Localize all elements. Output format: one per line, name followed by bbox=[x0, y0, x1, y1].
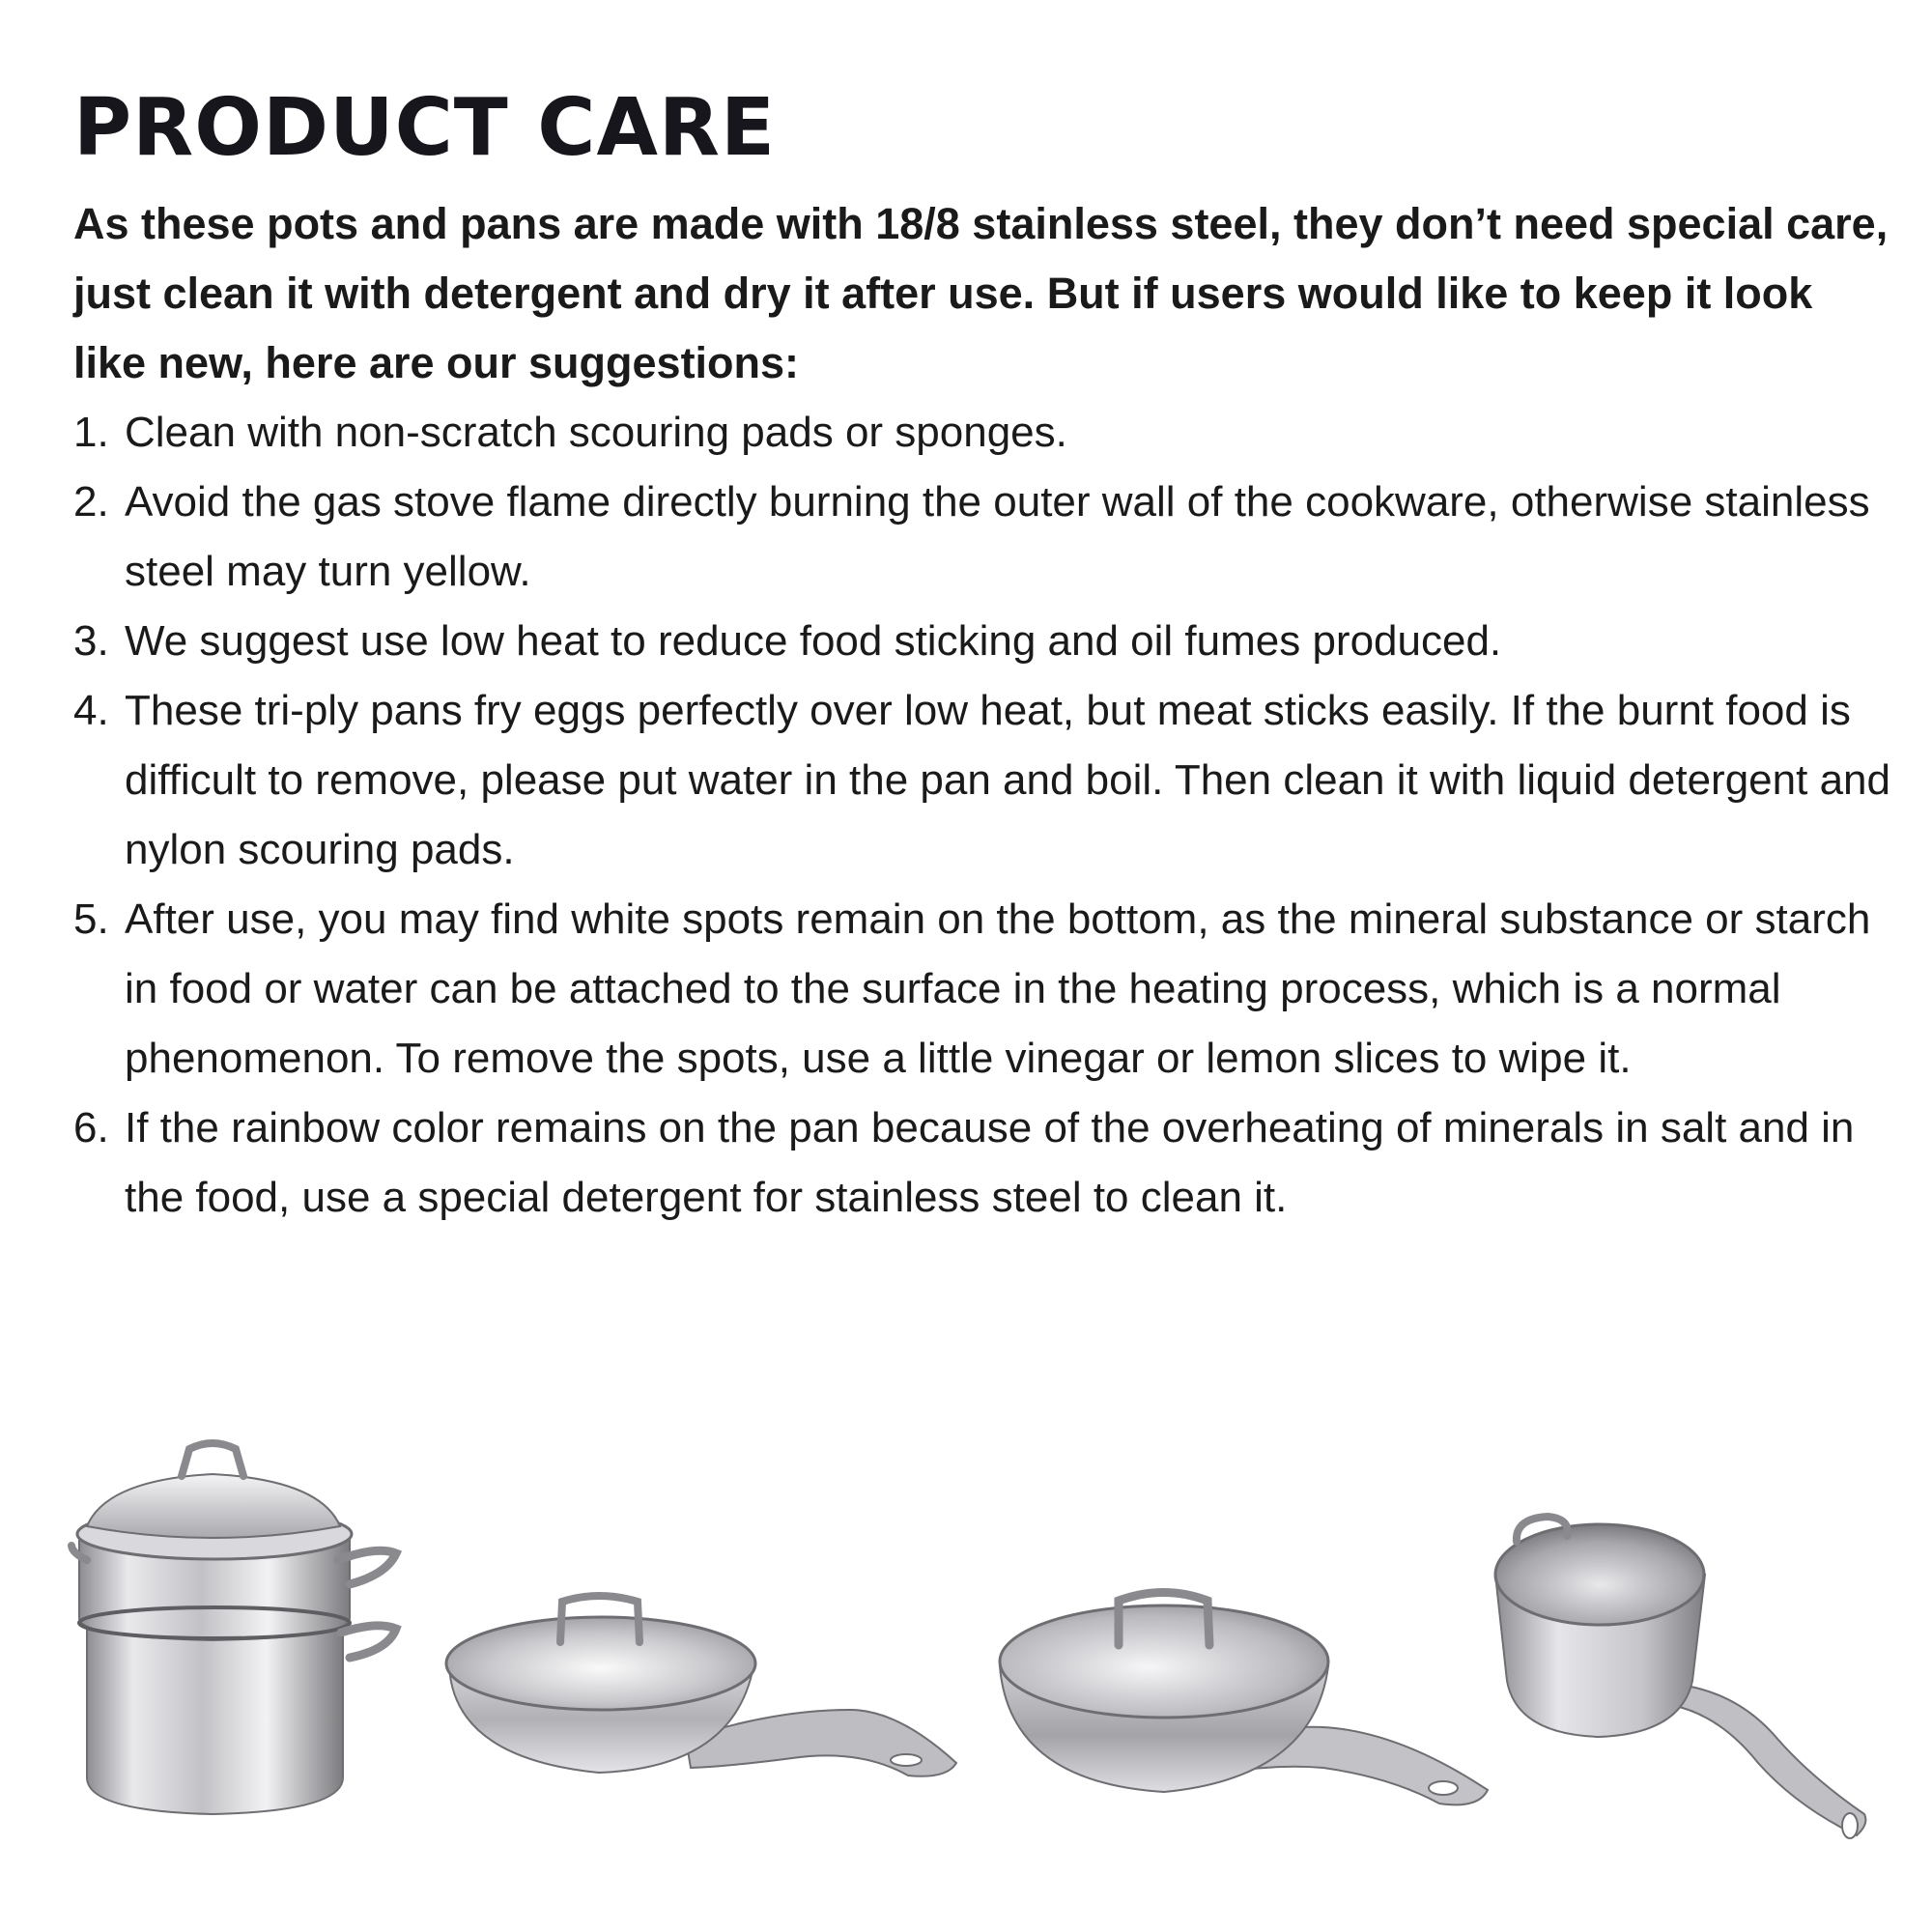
tip-item bbox=[73, 398, 1909, 468]
tip-number: 5. bbox=[73, 895, 109, 943]
tip-number: 4. bbox=[73, 687, 109, 734]
tip-text: If the rainbow color remains on the pan because of the overheating of minerals in salt and in the food, use a special detergent for stainless steel to clean it. bbox=[125, 1104, 1855, 1221]
tip-text: Clean with non-scratch scouring pads or sponges. bbox=[125, 409, 1067, 456]
tip-item bbox=[73, 607, 1909, 676]
page-title: PRODUCT CARE bbox=[73, 82, 777, 174]
tip-item bbox=[73, 468, 1909, 607]
tip-number: 6. bbox=[73, 1104, 109, 1151]
covered-skillet-icon bbox=[995, 1560, 1497, 1811]
tip-text: These tri-ply pans fry eggs perfectly over low heat, but meat sticks easily. If the burnt food is difficult to remove, please put water in the pan and boil. Then clean it with liquid detergent and nylon scouring pads. bbox=[125, 687, 1890, 873]
tip-number: 2. bbox=[73, 478, 109, 526]
tip-number: 1. bbox=[73, 409, 109, 456]
stockpot-with-steamer-icon bbox=[68, 1430, 406, 1835]
care-tips-list bbox=[73, 398, 1909, 1233]
intro-paragraph: As these pots and pans are made with 18/8 stainless steel, they don’t need special care, just clean it with detergent and dry it after use. But if users would like to keep it look like new, here are our suggestions: bbox=[73, 199, 1889, 387]
tip-text: We suggest use low heat to reduce food sticking and oil fumes produced. bbox=[125, 617, 1502, 665]
tip-item bbox=[73, 885, 1909, 1094]
tip-item bbox=[73, 1094, 1909, 1233]
tip-number: 3. bbox=[73, 617, 109, 665]
covered-frying-pan-icon bbox=[444, 1575, 966, 1806]
saucepan-icon bbox=[1488, 1507, 1893, 1855]
tip-item bbox=[73, 676, 1909, 885]
tip-text: Avoid the gas stove flame directly burning the outer wall of the cookware, otherwise stainless steel may turn yellow. bbox=[125, 478, 1870, 595]
cookware-illustrations bbox=[0, 1430, 1932, 1893]
tip-text: After use, you may find white spots remain on the bottom, as the mineral substance or starch in food or water can be attached to the surface in the heating process, which is a normal phenomenon. To remove the spots, use a little vinegar or lemon slices to wipe it. bbox=[125, 895, 1871, 1082]
